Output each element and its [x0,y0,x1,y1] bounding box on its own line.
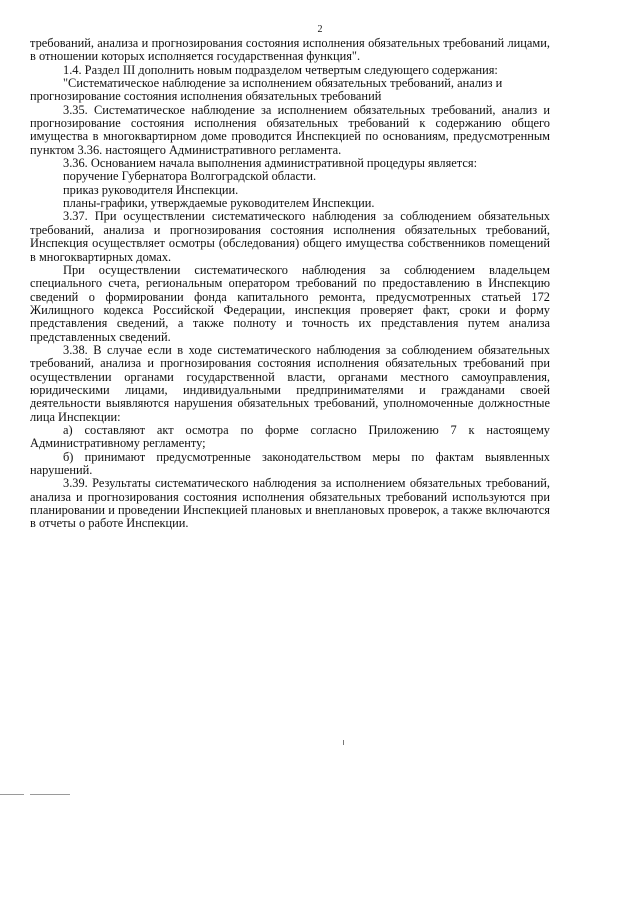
list-item-governor: поручение Губернатора Волгоградской области. [63,169,317,184]
page-number: 2 [317,24,323,35]
paragraph-3-39: 3.39. Результаты систематического наблюдения за исполнением обязательных требований, анализа и прогнозирования состояния исполнения обязательных требований используются при планировании и проведении Инспекцией плановых и внеплановых проверок, а также включаются в отчеты о работе Инспекции. [30,476,550,531]
footer-divider-left [0,794,24,795]
paragraph-1-4: 1.4. Раздел III дополнить новым подразделом четвертым следующего содержания: [63,62,498,77]
scan-speck [343,740,344,745]
paragraph-3-35: 3.35. Систематическое наблюдение за исполнением обязательных требований, анализ и прогнозирование состояния исполнения обязательных требований к содержанию общего имущества в многоквартирном доме проводится Инспекцией по основаниям, предусмотренным пунктом 3.36. настоящего Административного регламента. [30,102,550,157]
subsection-heading: "Систематическое наблюдение за исполнением обязательных требований, анализ и прогнозирование состояния исполнения обязательных требований [30,76,503,104]
paragraph-3-37-continued: При осуществлении систематического наблюдения за соблюдением владельцем специального счета, региональным оператором требований по предоставлению в Инспекцию сведений о формировании фонда капитального ремонта, предусмотренных статьей 172 Жилищного кодекса Российской Федерации, инспекция проверяет факт, сроки и форму представления сведений, а также полноту и точность их представления путем анализа представленных сведений. [30,262,550,344]
paragraph-3-37: 3.37. При осуществлении систематического наблюдения за соблюдением обязательных требований, анализа и прогнозирования состояния исполнения обязательных требований, Инспекция осуществляет осмотры (обследования) общего имущества собственников помещений в многоквартирных домах. [30,209,550,264]
paragraph-3-38: 3.38. В случае если в ходе систематического наблюдения за соблюдением обязательных требований, анализа и прогнозирования состояния исполнения обязательных требований при осуществлении органами государственной власти, органами местного самоуправления, юридическими лицами, индивидуальными предпринимателями и гражданами своей деятельности выявляются нарушения обязательных требований, уполномоченные должностные лица Инспекции: [30,342,550,424]
list-item-order: приказ руководителя Инспекции. [63,182,239,197]
document-body [30,37,550,531]
list-item-a: а) составляют акт осмотра по форме согласно Приложению 7 к настоящему Административному регламенту; [30,422,550,451]
paragraph-continuation: требований, анализа и прогнозирования состояния исполнения обязательных требований лицами, в отношении которых исполняется государственная функция". [30,36,550,64]
list-item-b: б) принимают предусмотренные законодательством меры по фактам выявленных нарушений. [30,449,550,477]
paragraph-3-36: 3.36. Основанием начала выполнения административной процедуры является: [63,156,478,171]
list-item-schedules: планы-графики, утверждаемые руководителем Инспекции. [63,196,375,211]
footer-divider-right [30,794,70,795]
